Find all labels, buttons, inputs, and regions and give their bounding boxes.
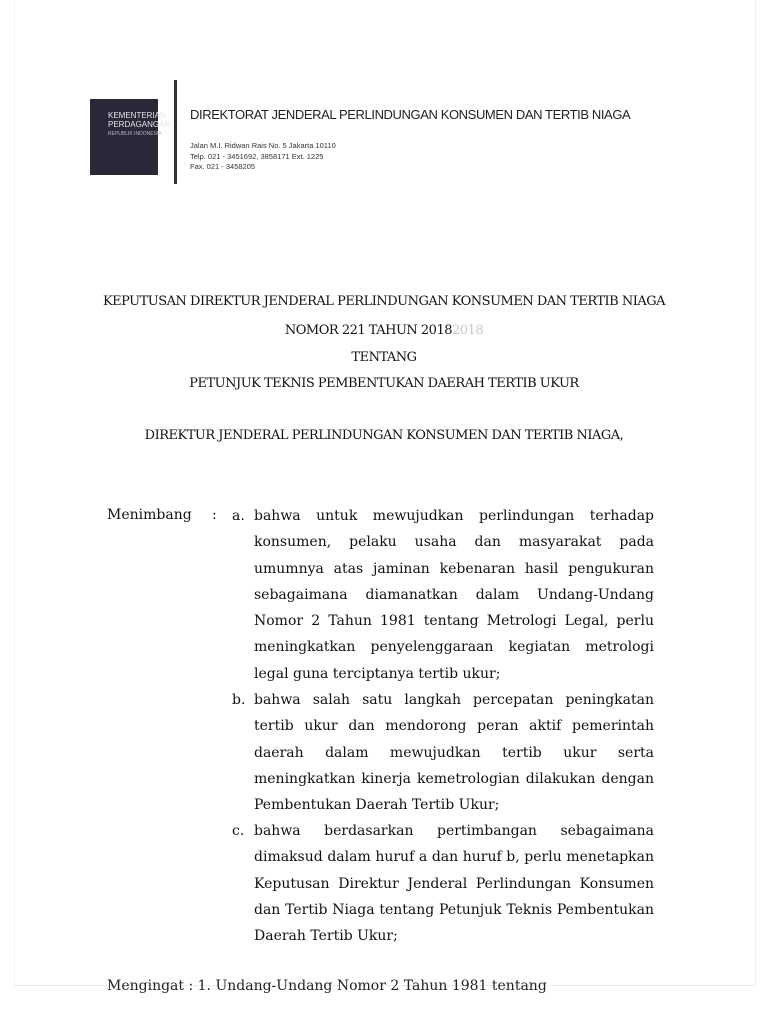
ministry-logo <box>90 99 171 175</box>
consideration-item-c <box>232 818 654 949</box>
item-marker: c. <box>232 823 245 839</box>
item-marker: b. <box>232 692 246 708</box>
address-line: Jalan M.I. Ridwan Rais No. 5 Jakarta 10110 <box>190 141 336 150</box>
letterhead-divider <box>174 80 177 184</box>
menimbang-label: Menimbang <box>107 507 192 523</box>
menimbang-colon: : <box>212 507 217 523</box>
item-text: bahwa untuk mewujudkan perlindungan terhadap konsumen, pelaku usaha dan masyarakat pada umumnya atas jaminan kebenaran hasil pengukuran sebagaimana diamanatkan dalam Undang-Undang Nomor 2 Tahun 1981 tentang Metrologi Legal, perlu meningkatkan penyelenggaraan kegiatan metrologi legal guna terciptanya tertib ukur; <box>254 508 654 682</box>
item-text: bahwa berdasarkan pertimbangan sebagaimana dimaksud dalam huruf a dan huruf b, perlu menetapkan Keputusan Direktur Jenderal Perlindungan Konsumen dan Tertib Niaga tentang Petunjuk Teknis Pembentukan Daerah Tertib Ukur; <box>254 823 654 945</box>
decree-subject: PETUNJUK TEKNIS PEMBENTUKAN DAERAH TERTIB UKUR <box>189 376 579 391</box>
logo-subtext: REPUBLIK INDONESIA <box>108 131 162 137</box>
next-section-cut: Mengingat : 1. Undang-Undang Nomor 2 Tahun 1981 tentang <box>107 978 547 994</box>
logo-text: KEMENTERIAN PERDAGANGAN <box>108 111 171 129</box>
phone-line: Telp. 021 - 3451692, 3858171 Ext. 1225 <box>190 151 324 161</box>
item-marker: a. <box>232 508 245 524</box>
decree-about: TENTANG <box>351 350 417 365</box>
decree-issuer: DIREKTUR JENDERAL PERLINDUNGAN KONSUMEN DAN TERTIB NIAGA, <box>144 428 624 443</box>
letterhead-title: DIREKTORAT JENDERAL PERLINDUNGAN KONSUMEN DAN TERTIB NIAGA <box>190 107 631 122</box>
decree-number: NOMOR 221 TAHUN 20182018 <box>284 323 484 338</box>
decree-heading: KEPUTUSAN DIREKTUR JENDERAL PERLINDUNGAN KONSUMEN DAN TERTIB NIAGA <box>102 294 666 309</box>
item-text: bahwa salah satu langkah percepatan peningkatan tertib ukur dan mendorong peran aktif pemerintah daerah dalam mewujudkan tertib ukur serta meningkatkan kinerja kemetrologian dilakukan dengan Pembentukan Daerah Tertib Ukur; <box>254 692 654 814</box>
letterhead-address <box>190 141 336 173</box>
consideration-item-a <box>232 503 654 687</box>
fax-line: Fax. 021 - 3458205 <box>190 162 256 171</box>
consideration-item-b <box>232 687 654 818</box>
